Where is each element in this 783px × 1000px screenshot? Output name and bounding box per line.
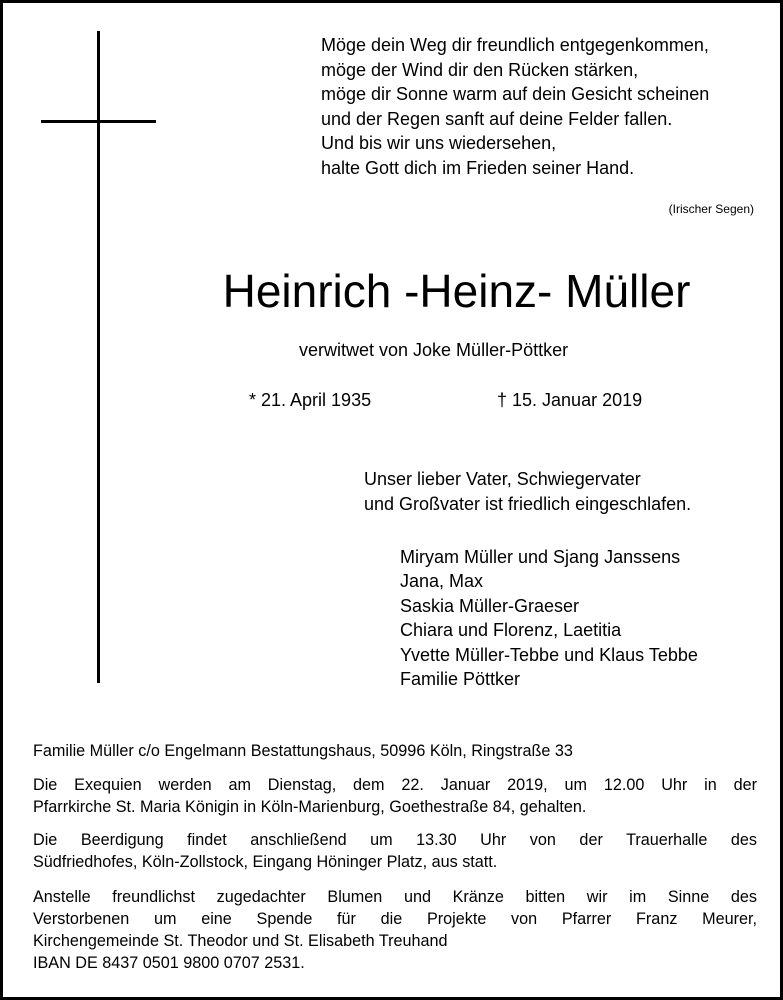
blessing-line: Und bis wir uns wiedersehen, [321,133,557,153]
blessing-source: (Irischer Segen) [668,202,754,216]
mourner-entry: Chiara und Florenz, Laetitia [400,620,622,641]
mourner-entry: Yvette Müller-Tebbe und Klaus Tebbe [400,644,698,665]
exequien-info [33,774,757,818]
mourner-entry: Miryam Müller und Sjang Janssens [400,547,681,567]
donation-info [33,886,757,974]
burial-line: Südfriedhofes, Köln-Zollstock, Eingang Höninger Platz, aus statt. [33,853,498,871]
blessing-line: Möge dein Weg dir freundlich entgegenkommen, [321,35,709,55]
mourner-entry: Jana, Max [400,571,484,592]
birth-date: * 21. April 1935 [249,390,372,410]
burial-line: Die Beerdigung findet anschließend um 13.30 Uhr von der Trauerhalle des [33,831,757,849]
exequien-line: Die Exequien werden am Dienstag, dem 22. Januar 2019, um 12.00 Uhr in der [33,776,757,794]
mourner-entry: Familie Pöttker [400,669,521,690]
cross-icon [97,31,100,683]
death-date: † 15. Januar 2019 [497,390,643,410]
blessing-line: halte Gott dich im Frieden seiner Hand. [321,157,635,178]
donation-iban: IBAN DE 8437 0501 9800 0707 2531. [33,954,305,972]
blessing-line: möge der Wind dir den Rücken stärken, [321,59,639,80]
cross-icon-crossbar [41,120,156,123]
blessing-poem [321,33,709,180]
family-message [364,467,691,517]
donation-line: Kirchengemeinde St. Theodor und St. Elisabeth Treuhand [33,932,448,950]
widowed-note: verwitwet von Joke Müller-Pöttker [299,340,569,360]
deceased-name: Heinrich -Heinz- Müller [222,265,691,317]
blessing-line: möge dir Sonne warm auf dein Gesicht scheinen [321,84,710,104]
donation-line: Verstorbenen um eine Spende für die Projekte von Pfarrer Franz Meurer, [33,910,757,928]
burial-info [33,829,757,873]
blessing-line: und der Regen sanft auf deine Felder fallen. [321,108,673,129]
message-line: und Großvater ist friedlich eingeschlafen. [364,494,692,514]
message-line: Unser lieber Vater, Schwiegervater [364,469,641,489]
mourner-entry: Saskia Müller-Graeser [400,595,580,616]
donation-line: Anstelle freundlichst zugedachter Blumen und Kränze bitten wir im Sinne des [33,888,757,906]
exequien-line: Pfarrkirche St. Maria Königin in Köln-Marienburg, Goethestraße 84, gehalten. [33,798,587,816]
family-address: Familie Müller c/o Engelmann Bestattungshaus, 50996 Köln, Ringstraße 33 [33,742,573,760]
mourners-list [400,545,698,691]
